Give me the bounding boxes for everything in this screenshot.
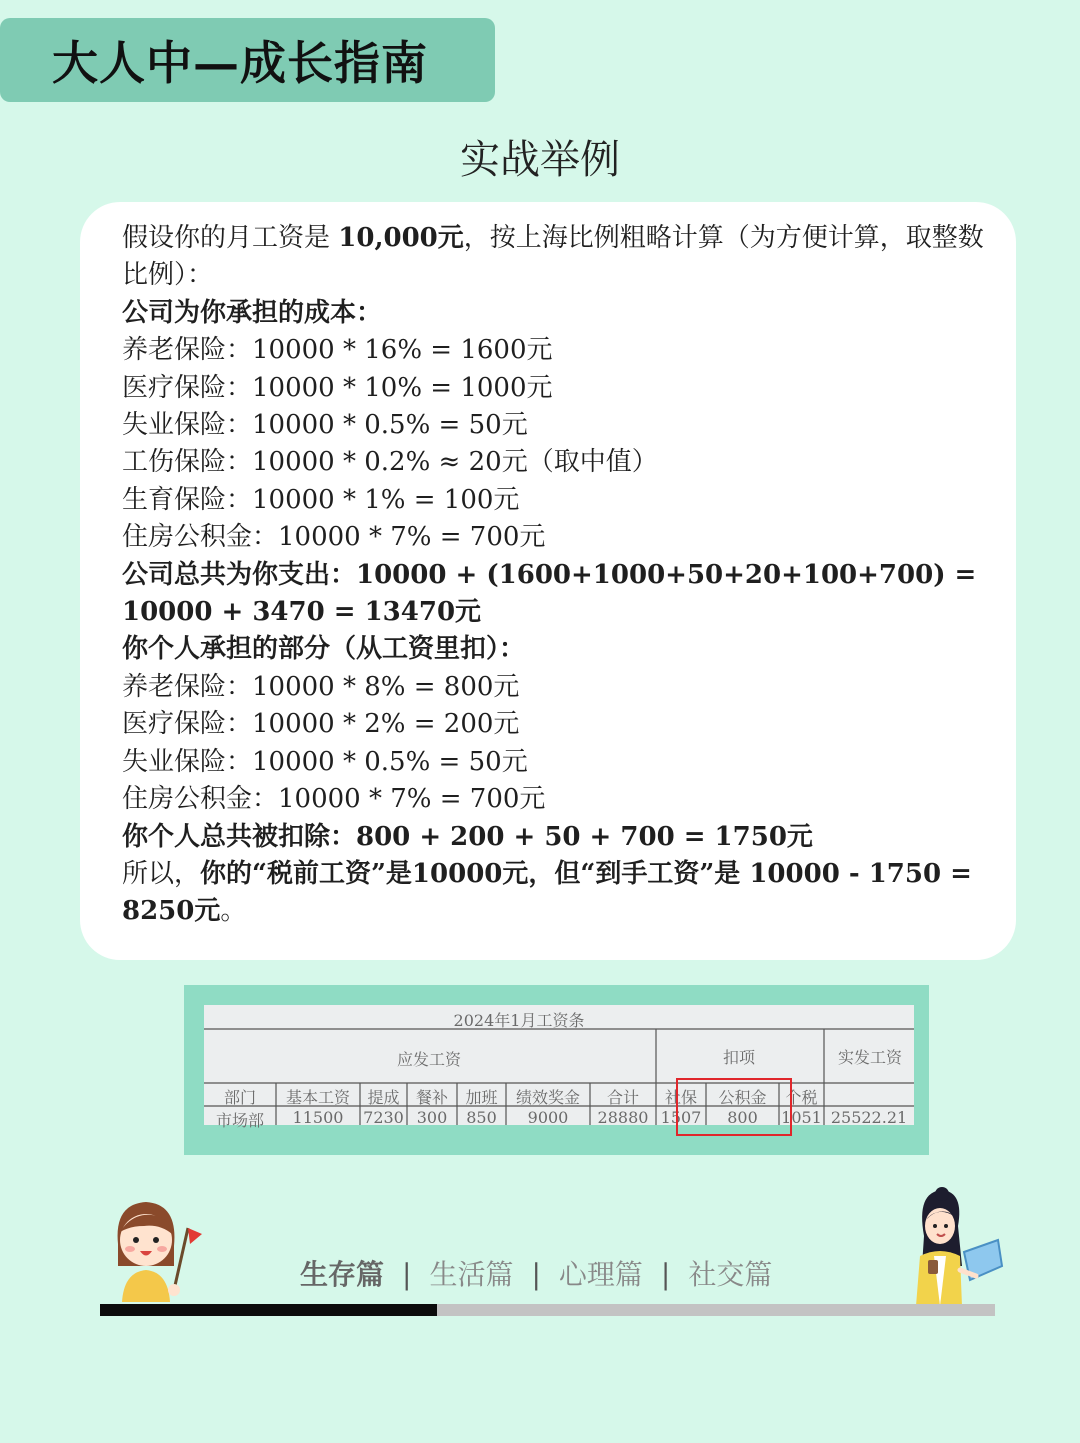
payslip-col-header: 部门 <box>223 1088 256 1107</box>
intro-salary: 10,000元 <box>338 223 464 253</box>
payslip-cell: 1051 <box>781 1108 822 1127</box>
nav-item-psychology[interactable]: 心理篇 <box>558 1258 643 1291</box>
personal-item: 失业保险：10000 * 0.5% = 50元 <box>122 746 528 777</box>
payslip-col-header: 绩效奖金 <box>515 1088 580 1107</box>
girl-with-flag-illustration <box>104 1196 204 1306</box>
nav-item-life[interactable]: 生活篇 <box>429 1258 514 1291</box>
progress-bar <box>100 1304 995 1316</box>
company-item: 生育保险：10000 * 1% = 100元 <box>122 484 520 515</box>
personal-item: 养老保险：10000 * 8% = 800元 <box>122 671 520 702</box>
intro-text-b: ，按上海比例粗略计算（为方便计算，取整数比例）： <box>122 223 984 291</box>
company-total: 公司总共为你支出：10000 + (1600+1000+50+20+100+700) = 10000 + 3470 = 13470元 <box>122 559 977 628</box>
highlight-box <box>676 1078 792 1136</box>
payslip-group-deduct: 扣项 <box>722 1048 755 1067</box>
content-card <box>80 202 1016 960</box>
payslip-cell: 800 <box>727 1108 758 1127</box>
conclusion-text-a: 所以， <box>122 858 201 889</box>
payslip-cell: 25522.21 <box>830 1108 908 1127</box>
nav-item-social[interactable]: 社交篇 <box>688 1258 773 1291</box>
nav-separator: | <box>402 1258 412 1291</box>
payslip-col-header: 合计 <box>606 1088 639 1107</box>
intro-text-a: 假设你的月工资是 <box>122 223 339 253</box>
payslip-col-header: 基本工资 <box>285 1088 350 1107</box>
payslip-frame <box>184 985 929 1155</box>
conclusion-text-c: 。 <box>220 896 247 927</box>
personal-item: 医疗保险：10000 * 2% = 200元 <box>122 709 520 740</box>
woman-with-laptop-illustration <box>898 1186 1008 1308</box>
page-subtitle: 实战举例 <box>460 137 620 183</box>
company-item: 养老保险：10000 * 16% = 1600元 <box>122 335 553 366</box>
nav-separator: | <box>660 1258 671 1291</box>
payslip-col-header: 加班 <box>465 1088 498 1107</box>
nav-separator: | <box>531 1258 541 1291</box>
conclusion-paragraph <box>122 856 992 931</box>
progress-fill <box>100 1304 437 1316</box>
footer-nav <box>300 1253 772 1293</box>
payslip-cell: 1507 <box>660 1108 702 1127</box>
payslip-col-header: 餐补 <box>415 1088 448 1107</box>
payslip-col-header: 公积金 <box>718 1088 767 1107</box>
company-heading: 公司为你承担的成本： <box>122 297 383 328</box>
payslip-cell: 28880 <box>597 1108 649 1127</box>
payslip <box>204 1005 914 1130</box>
payslip-cell: 11500 <box>292 1108 344 1127</box>
payslip-title: 2024年1月工资条 <box>453 1011 585 1030</box>
company-item: 医疗保险：10000 * 10% = 1000元 <box>122 372 553 403</box>
payslip-cell: 850 <box>466 1108 497 1127</box>
company-item: 住房公积金：10000 * 7% = 700元 <box>122 522 546 553</box>
payslip-col-header: 个税 <box>785 1088 818 1107</box>
payslip-cell: 9000 <box>527 1108 569 1127</box>
conclusion-text-b: 你的“税前工资”是10000元，但“到手工资”是 10000 - 1750 = 8250元 <box>122 858 972 927</box>
payslip-cell: 7230 <box>363 1108 404 1127</box>
personal-item: 住房公积金：10000 * 7% = 700元 <box>122 784 546 815</box>
content-text <box>122 220 992 931</box>
payslip-group-net: 实发工资 <box>837 1048 902 1067</box>
banner-title: 大人中—成长指南 <box>52 36 428 90</box>
payslip-col-header: 社保 <box>664 1088 697 1107</box>
intro-paragraph <box>122 220 992 295</box>
company-item: 工伤保险：10000 * 0.2% ≈ 20元（取中值） <box>122 447 658 478</box>
payslip-cell: 市场部 <box>215 1111 264 1130</box>
payslip-cell: 300 <box>416 1108 448 1127</box>
personal-total: 你个人总共被扣除：800 + 200 + 50 + 700 = 1750元 <box>122 821 813 852</box>
personal-heading: 你个人承担的部分（从工资里扣）： <box>122 634 526 665</box>
company-item: 失业保险：10000 * 0.5% = 50元 <box>122 410 528 441</box>
payslip-col-header: 提成 <box>367 1088 400 1107</box>
nav-item-survival[interactable]: 生存篇 <box>300 1258 385 1291</box>
payslip-group-gross: 应发工资 <box>396 1050 461 1069</box>
title-banner <box>0 18 495 102</box>
